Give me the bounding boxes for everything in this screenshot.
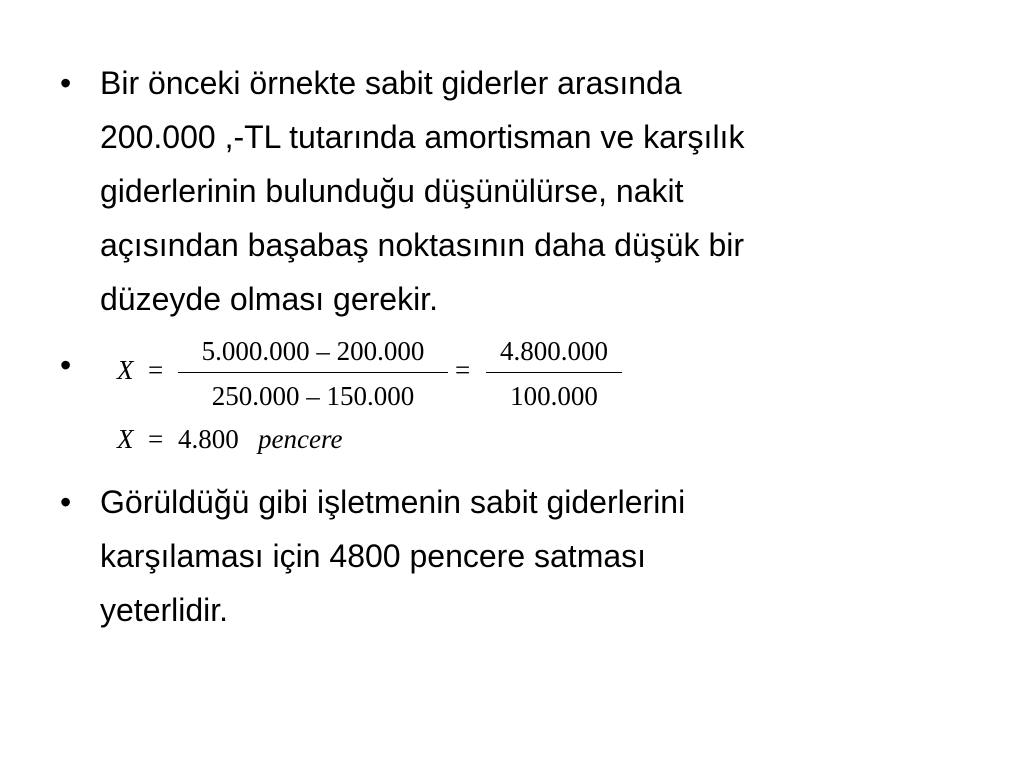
fraction-2-numerator: 4.800.000 [500, 336, 608, 366]
bullet-text-1 [100, 56, 950, 326]
bullet-marker: • [60, 484, 72, 520]
bullet-text-3 [100, 475, 950, 637]
fraction-1-denominator: 250.000 – 150.000 [211, 381, 415, 411]
bullet-marker: • [60, 65, 72, 101]
bullet-line: karşılaması için 4800 pencere satması [100, 538, 647, 574]
bullet-line: düzeyde olması gerekir. [100, 281, 438, 317]
bullet-line: yeterlidir. [100, 592, 229, 628]
bullet-line: Görüldüğü gibi işletmenin sabit giderlerini [100, 484, 686, 520]
bullet-line: Bir önceki örnekte sabit giderler arasında [100, 65, 682, 101]
fraction-1-bar [178, 372, 448, 373]
result-variable: X [117, 424, 134, 454]
bullet-line: 200.000 ,-TL tutarında amortisman ve karşılık [100, 119, 745, 155]
formula-equals: = [455, 355, 471, 385]
fraction-2-denominator: 100.000 [510, 381, 598, 411]
result-equals: = [148, 424, 164, 454]
formula-equals: = [148, 355, 164, 385]
result-unit: pencere [258, 424, 343, 454]
bullet-line: açısından başabaş noktasının daha düşük bir [100, 227, 744, 263]
fraction-2-bar [486, 372, 622, 373]
result-value: 4.800 [178, 424, 239, 454]
formula-variable: X [117, 355, 134, 385]
bullet-marker: • [60, 347, 72, 383]
fraction-1-numerator: 5.000.000 – 200.000 [201, 336, 425, 366]
bullet-line: giderlerinin bulunduğu düşünülürse, nakit [100, 173, 684, 209]
